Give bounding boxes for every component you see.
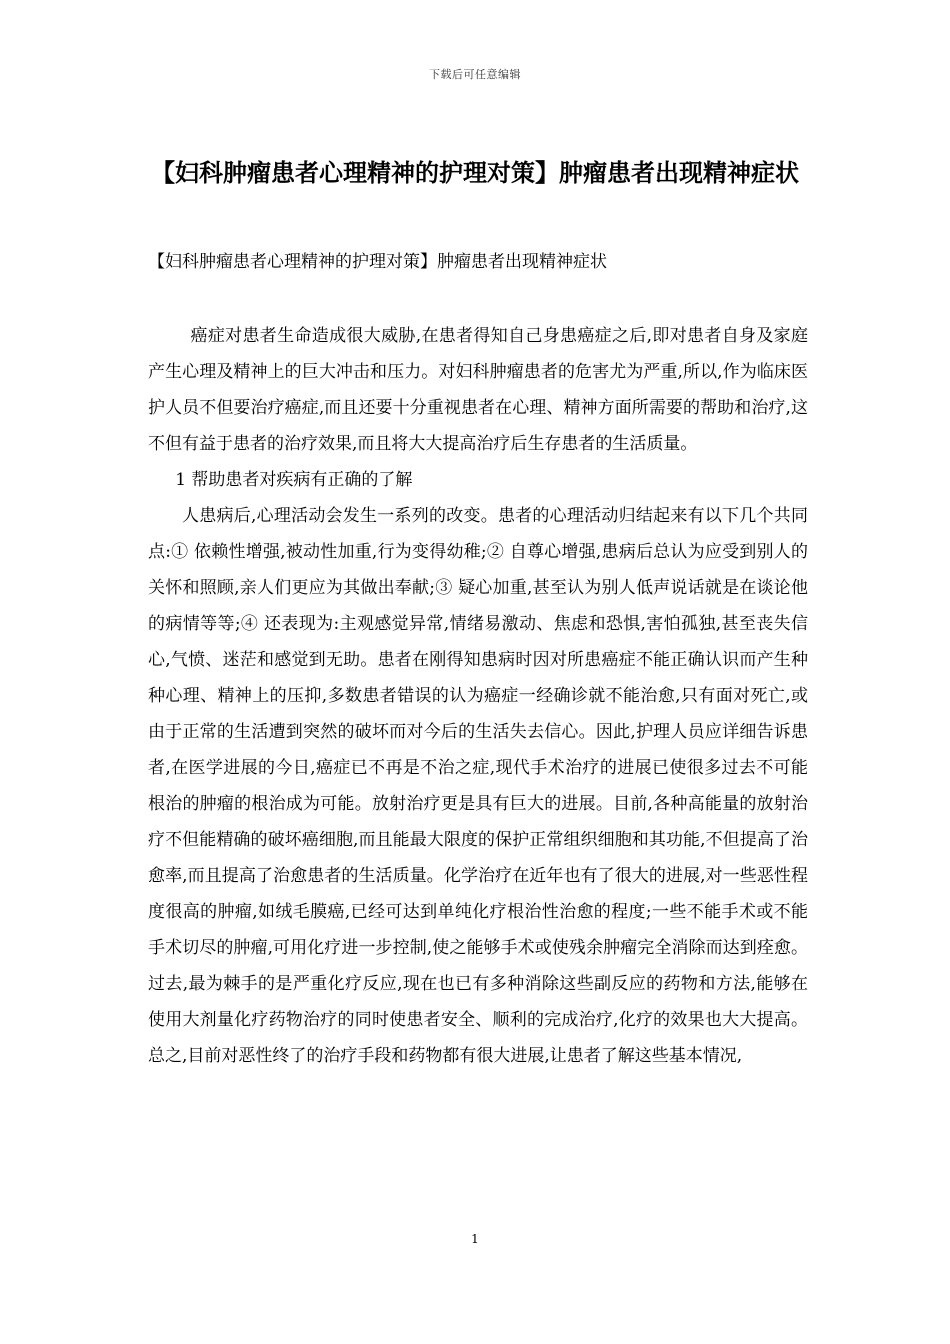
- document-body: [148, 318, 808, 1074]
- paragraph-intro: 癌症对患者生命造成很大威胁,在患者得知自己身患癌症之后,即对患者自身及家庭产生心理及精神上的巨大冲击和压力。对妇科肿瘤患者的危害尤为严重,所以,作为临床医护人员不但要治疗癌症,而且还要十分重视患者在心理、精神方面所需要的帮助和治疗,这不但有益于患者的治疗效果,而且将大大提高治疗后生存患者的生活质量。: [148, 326, 808, 454]
- document-subtitle: 【妇科肿瘤患者心理精神的护理对策】肿瘤患者出现精神症状: [148, 252, 607, 272]
- header-note: 下载后可任意编辑: [429, 68, 521, 81]
- document-title: 【妇科肿瘤患者心理精神的护理对策】肿瘤患者出现精神症状: [151, 159, 799, 187]
- section-heading: 1 帮助患者对疾病有正确的了解: [175, 470, 413, 490]
- paragraph-body: 人患病后,心理活动会发生一系列的改变。患者的心理活动归结起来有以下几个共同点:① 依赖性增强,被动性加重,行为变得幼稚;② 自尊心增强,患病后总认为应受到别人的关怀和照顾,亲人们更应为其做出奉献;③ 疑心加重,甚至认为别人低声说话就是在谈论他的病情等等;④ 还表现为:主观感觉异常,情绪易激动、焦虑和恐惧,害怕孤独,甚至丧失信心,气愤、迷茫和感觉到无助。患者在刚得知患病时因对所患癌症不能正确认识而产生种种心理、精神上的压抑,多数患者错误的认为癌症一经确诊就不能治愈,只有面对死亡,或由于正常的生活遭到突然的破坏而对今后的生活失去信心。因此,护理人员应详细告诉患者,在医学进展的今日,癌症已不再是不治之症,现代手术治疗的进展已使很多过去不可能根治的肿瘤的根治成为可能。放射治疗更是具有巨大的进展。目前,各种高能量的放射治疗不但能精确的破坏癌细胞,而且能最大限度的保护正常组织细胞和其功能,不但提高了治愈率,而且提高了治愈患者的生活质量。化学治疗在近年也有了很大的进展,对一些恶性程度很高的肿瘤,如绒毛膜癌,已经可达到单纯化疗根治性治愈的程度;一些不能手术或不能手术切尽的肿瘤,可用化疗进一步控制,使之能够手术或使残余肿瘤完全消除而达到痊愈。过去,最为棘手的是严重化疗反应,现在也已有多种消除这些副反应的药物和方法,能够在使用大剂量化疗药物治疗的同时使患者安全、顺利的完成治疗,化疗的效果也大大提高。总之,目前对恶性终了的治疗手段和药物都有很大进展,让患者了解这些基本情况,: [148, 506, 808, 1066]
- page-number: 1: [471, 1232, 479, 1246]
